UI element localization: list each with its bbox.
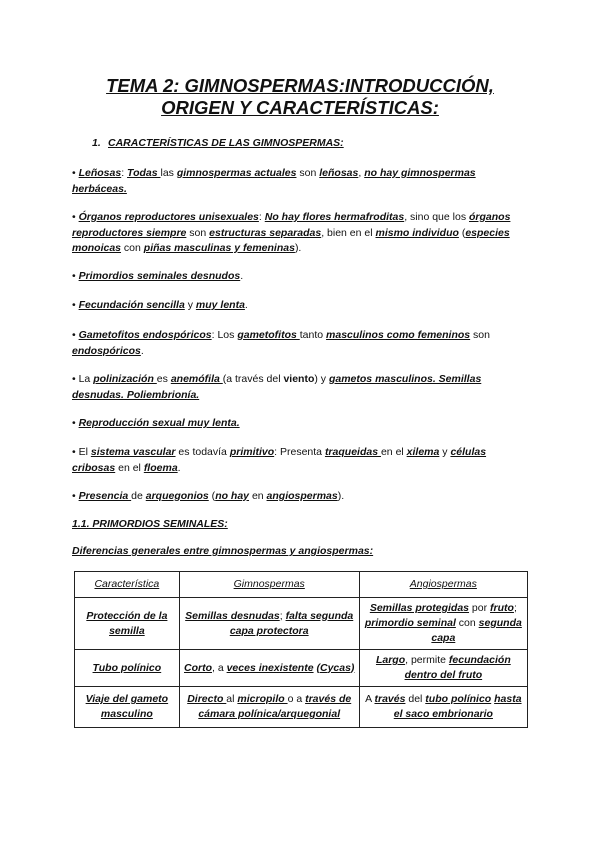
bullet-text: • El (72, 446, 91, 458)
bullet-lenosas (72, 166, 532, 197)
bullet-text: es (156, 373, 171, 385)
cell-text: segunda capa (431, 617, 522, 644)
cell-text: veces inexistente (226, 661, 314, 674)
bullet-text: Gametofitos endospóricos (78, 329, 212, 341)
bullet-text: Leñosas (78, 167, 122, 179)
bullet-text: masculinos como femeninos (326, 329, 471, 341)
subsection-heading: 1.1. PRIMORDIOS SEMINALES: (72, 518, 228, 530)
cell-text: A (365, 693, 375, 705)
cell-text: hasta el saco embrionario (393, 693, 522, 720)
bullet-text: en el (380, 446, 407, 458)
bullet-text: arquegonios (145, 490, 209, 502)
bullet-text: angiospermas (266, 490, 338, 502)
bullet-text: especies monoicas (72, 226, 510, 254)
bullet-text: las (160, 167, 177, 179)
cell-text: con (455, 617, 479, 629)
cell-text: fecundación dentro del fruto (404, 654, 511, 681)
section-number: 1. (92, 137, 101, 149)
bullet-text: polinización (93, 373, 157, 385)
bullet-text: Presencia (78, 490, 132, 502)
bullet-text: no hay (215, 490, 250, 502)
bullet-text: son (296, 167, 320, 179)
bullet-text: en (249, 490, 267, 502)
cell-text: , permite (405, 654, 449, 666)
header-caracteristica (75, 572, 180, 598)
header-text: Angiospermas (409, 578, 477, 590)
cell-text: micropilo (237, 693, 288, 705)
bullet-text: • (72, 270, 79, 282)
cell-text: través de cámara polínica/arquegonial (198, 693, 352, 720)
table-caption: Diferencias generales entre gimnospermas y angiospermas: (72, 545, 374, 557)
bullet-text: Primordios seminales desnudos (78, 270, 241, 282)
bullet-text: traqueidas (324, 446, 381, 458)
bullet-text: células cribosas (72, 446, 487, 474)
bullet-text: y (184, 299, 196, 311)
ang-cell (359, 598, 527, 650)
bullet-text: primitivo (229, 446, 275, 458)
cell-text: falta segunda capa protectora (229, 609, 354, 637)
bullet-fecundacion (72, 298, 532, 314)
bullet-text: órganos reproductores siempre (72, 211, 511, 239)
bullet-text: anemófila (170, 373, 223, 385)
bullet-text: • (72, 211, 79, 223)
gym-cell (179, 687, 359, 728)
bullet-text: xilema (406, 446, 440, 458)
bullet-text: Órganos reproductores unisexuales (78, 211, 259, 223)
bullet-sistema-vascular (72, 445, 532, 476)
table-header-row (75, 572, 528, 598)
bullet-text: de (131, 490, 146, 502)
cell-text: Largo (375, 654, 406, 666)
bullet-text: . (177, 461, 181, 474)
table-row (75, 650, 528, 687)
cell-text: Viaje del gameto masculino (85, 693, 169, 720)
bullet-polinizacion (72, 372, 532, 403)
ang-cell (359, 687, 527, 728)
bullet-text: , sino que los (404, 211, 469, 223)
header-text: Gimnospermas (233, 578, 305, 590)
bullet-text: son (186, 226, 210, 239)
cell-text: tubo polínico (425, 693, 492, 705)
bullet-text: • (72, 329, 79, 341)
cell-text: del (405, 693, 426, 705)
bullet-text: : Los (211, 329, 238, 341)
row-label (75, 598, 180, 650)
gym-cell (179, 650, 359, 687)
bullet-text: leñosas (319, 167, 359, 179)
bullet-text: • (72, 167, 79, 179)
row-label (75, 687, 180, 728)
bullet-text: . (240, 270, 244, 282)
section-heading (92, 137, 344, 149)
bullet-text: • La (72, 373, 94, 385)
title-line-2: ORIGEN Y CARACTERÍSTICAS: (161, 97, 439, 118)
bullet-text: endospóricos (72, 344, 141, 357)
bullet-primordios (72, 269, 532, 285)
bullet-text: muy lenta (195, 299, 245, 311)
cell-text: Tubo polínico (92, 661, 162, 674)
cell-text: (Cycas) (316, 661, 355, 674)
cell-text: primordio seminal (364, 617, 456, 629)
cell-text: o a (287, 693, 306, 705)
title-line-1: TEMA 2: GIMNOSPERMAS:INTRODUCCIÓN, (106, 75, 494, 96)
bullet-arquegonios (72, 489, 532, 505)
bullet-text: con (121, 242, 144, 254)
bullet-text: ). (294, 242, 302, 254)
cell-text: , a (212, 661, 227, 674)
bullet-text: son (470, 329, 490, 341)
cell-text: Semillas desnudas (185, 609, 280, 622)
bullet-text: • (72, 490, 79, 502)
bullet-reproduccion (72, 416, 532, 432)
bullet-text: ( (208, 490, 216, 502)
bullet-text: es todavía (175, 446, 230, 458)
row-label (75, 650, 180, 687)
bullet-text: ( (458, 226, 466, 239)
bullet-text: : (258, 211, 265, 223)
bullet-text: Todas (127, 167, 161, 179)
bullet-text: gametofitos (237, 329, 300, 341)
bullet-text: , bien en el (321, 226, 376, 239)
table-row (75, 687, 528, 728)
cell-text: al (226, 693, 238, 705)
bullet-text: no hay gimnospermas herbáceas. (72, 167, 476, 195)
cell-text: ; (513, 602, 517, 614)
bullet-text: ) y (314, 373, 329, 385)
bullet-text: (a través del (222, 373, 284, 385)
header-gimnospermas (179, 572, 359, 598)
cell-text: través (374, 693, 406, 705)
cell-text: Directo (187, 693, 227, 705)
table-row (75, 598, 528, 650)
bullet-text: floema (143, 461, 178, 474)
cell-text: Corto (184, 661, 212, 674)
bullet-text: gimnospermas actuales (176, 167, 297, 179)
cell-text: fruto (490, 602, 514, 614)
bullet-organos-reproductores (72, 210, 532, 257)
bullet-text: piñas masculinas y femeninas (143, 242, 295, 254)
bullet-text: • (72, 299, 79, 311)
bullet-text: viento (283, 373, 315, 385)
cell-text: ; (279, 609, 286, 622)
bullet-text: , (358, 167, 365, 179)
bullet-text: . (244, 299, 248, 311)
bullet-text: : Presenta (274, 446, 325, 458)
cell-text: Semillas protegidas (369, 602, 470, 614)
bullet-text: ). (337, 490, 345, 502)
bullet-text: Fecundación sencilla (78, 299, 185, 311)
ang-cell (359, 650, 527, 687)
cell-text: Protección de la semilla (86, 609, 168, 637)
section-heading-text: CARACTERÍSTICAS DE LAS GIMNOSPERMAS: (108, 137, 344, 149)
bullet-text: : (121, 167, 128, 179)
bullet-text: Reproducción sexual muy lenta. (78, 417, 240, 429)
bullet-text: estructuras separadas (209, 226, 322, 239)
header-text: Característica (94, 578, 160, 590)
bullet-text: . (140, 344, 144, 357)
bullet-gametofitos (72, 328, 532, 359)
bullet-text: No hay flores hermafroditas (264, 211, 405, 223)
bullet-text: tanto (299, 329, 327, 341)
bullet-text: y (439, 446, 451, 458)
bullet-text: gametos masculinos. Semillas desnudas. Poliembrionía. (72, 373, 482, 401)
bullet-text: en el (115, 461, 144, 474)
bullet-text: • (72, 417, 79, 429)
header-angiospermas (359, 572, 527, 598)
gym-cell (179, 598, 359, 650)
comparison-table (74, 571, 528, 728)
bullet-text: sistema vascular (90, 446, 176, 458)
cell-text: por (469, 602, 491, 614)
bullet-text: mismo individuo (375, 226, 459, 239)
